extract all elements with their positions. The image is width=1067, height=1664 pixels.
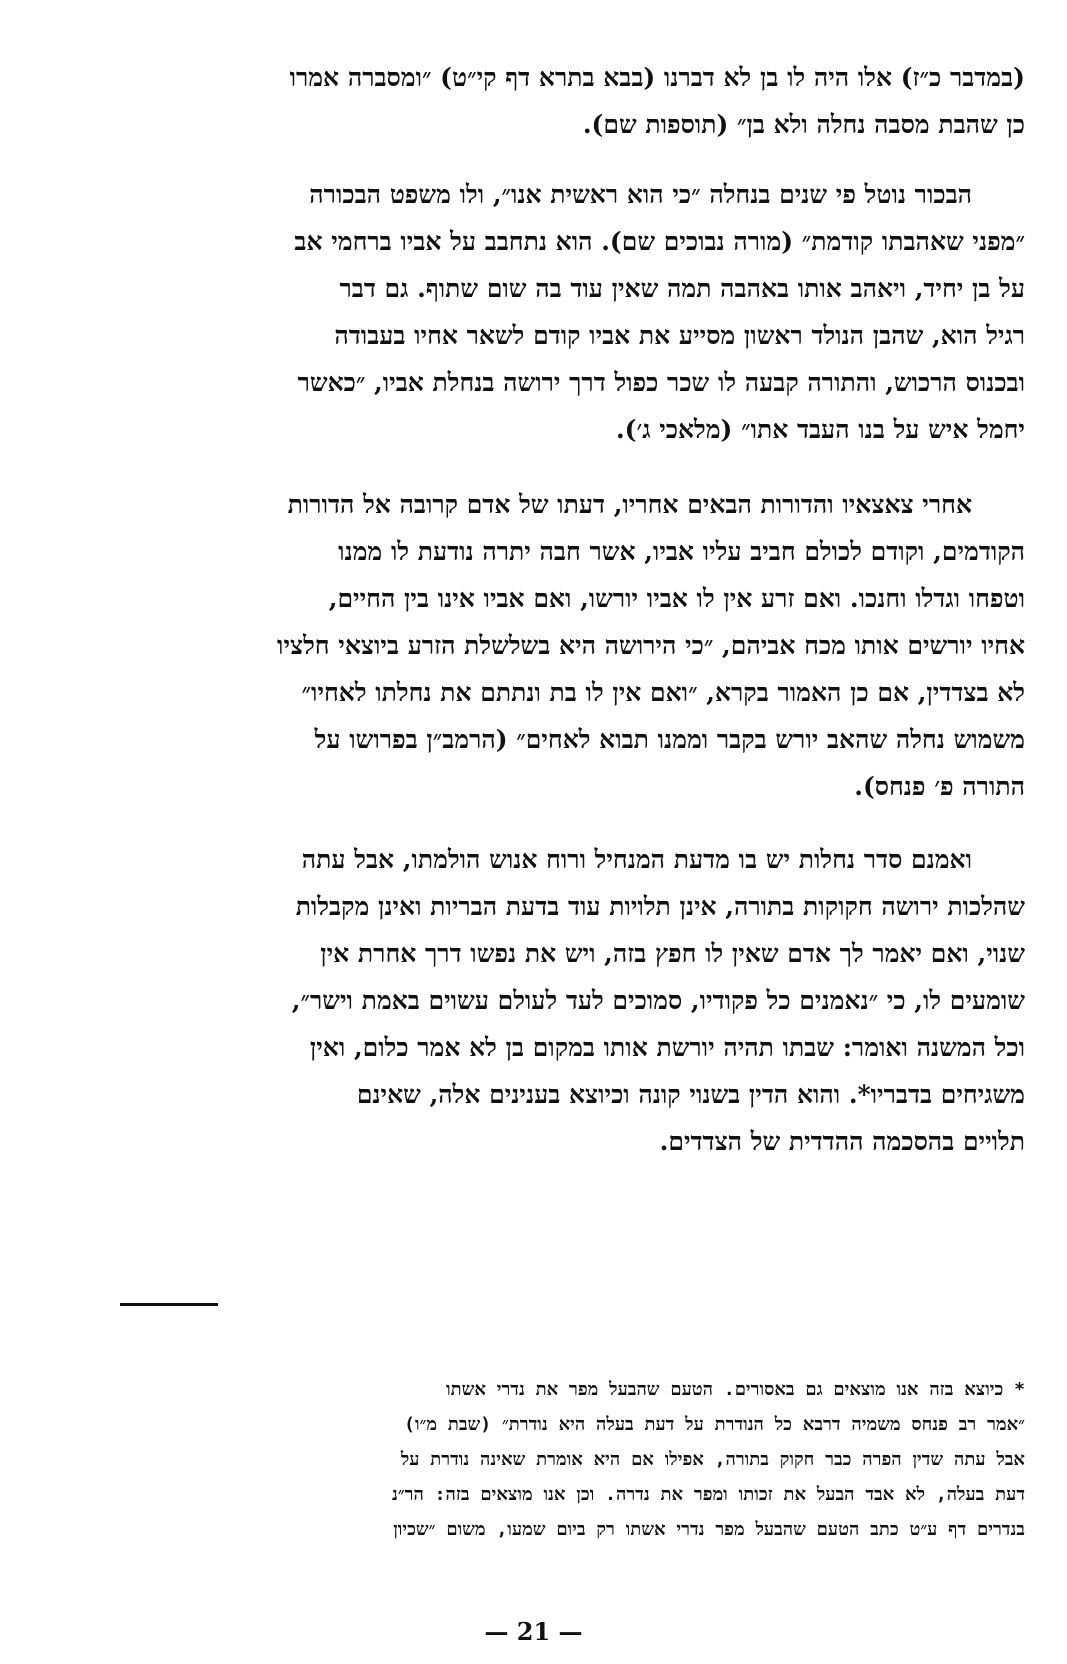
- text-line: ובכנוס הרכוש, והתורה קבעה לו שכר כפול דרך ירושה בנחלת אביו, ״כאשר: [297, 368, 1025, 397]
- text-line: על בן יחיד, ויאהב אותו באהבה תמה שאין עוד בה שום שתוף. גם דבר: [339, 274, 1025, 303]
- text-line: וטפחו וגדלו וחנכו. ואם זרע אין לו אביו יורשו, ואם אביו אינו בין החיים,: [328, 584, 1025, 613]
- text-line: התורה פ׳ פנחס).: [854, 772, 1025, 801]
- text-line: הקודמים, וקודם לכולם חביב עליו אביו, אשר חבה יתרה נודעת לו ממנו: [338, 537, 1025, 566]
- text-line: כן שהבת מסבה נחלה ולא בן״ (תוספות שם).: [582, 110, 1025, 139]
- text-line: משמוש נחלה שהאב יורש בקבר וממנו תבוא לאחים״ (הרמב״ן בפרושו על: [314, 725, 1025, 754]
- text-line: הבכור נוטל פי שנים בנחלה ״כי הוא ראשית אנו״, ולו משפט הבכורה: [309, 180, 972, 209]
- text-line: וכל המשנה ואומר: שבתו תהיה יורשת אותו במקום בן לא אמר כלום, ואין: [309, 1033, 1025, 1062]
- text-line: רגיל הוא, שהבן הנולד ראשון מסייע את אביו קודם לשאר אחיו בעבודה: [334, 321, 1025, 350]
- footnote-line: אבל עתה שדין הפרה כבר חקוק בתורה, אפילו אם היא אומרת שאינה נודרת על: [400, 1449, 1025, 1470]
- text-line: לא בצדדין, אם כן האמור בקרא, ״ואם אין לו בת ונתתם את נחלתו לאחיו״: [301, 678, 1025, 707]
- footnote-line: דעת בעלה, לא אבד הבעל את זכותו ומפר את נדרה. וכן אנו מוצאים בזה: הר״נ: [391, 1484, 1025, 1505]
- text-line: יחמל איש על בנו העבד אתו״ (מלאכי ג׳).: [615, 415, 1025, 444]
- text-line: אחרי צאצאיו והדורות הבאים אחריו, דעתו של אדם קרובה אל הדורות: [287, 490, 972, 519]
- footnote-line: * כיוצא בזה אנו מוצאים גם באסורים. הטעם שהבעל מפר את נדרי אשתו: [446, 1379, 1025, 1400]
- text-line: אחיו יורשים אותו מכח אביהם, ״כי הירושה היא בשלשלת הזרע ביוצאי חלציו: [277, 631, 1025, 660]
- text-line: שנוי, ואם יאמר לך אדם שאין לו חפץ בזה, ויש את נפשו דרך אחרת אין: [320, 939, 1025, 968]
- text-line: (במדבר כ״ז) אלו היה לו בן לא דברנו (בבא בתרא דף קי״ט) ״ומסברה אמרו: [289, 63, 1025, 92]
- text-line: משגיחים בדבריו*. והוא הדין בשנוי קונה וכיוצא בענינים אלה, שאינם: [356, 1080, 1025, 1109]
- text-line: תלויים בהסכמה ההדדית של הצדדים.: [659, 1127, 1025, 1156]
- text-line: שהלכות ירושה חקוקות בתורה, אינן תלויות עוד בדעת הבריות ואינן מקבלות: [295, 892, 1025, 921]
- page-number: — 21 —: [484, 1617, 583, 1646]
- footnote-line: ״אמר רב פנחס משמיה דרבא כל הנודרת על דעת בעלה היא נודרת״ (שבת מ״ו): [404, 1414, 1025, 1435]
- text-line: שומעים לו, כי ״נאמנים כל פקודיו, סמוכים לעד לעולם עשוים באמת וישר״,: [291, 986, 1025, 1015]
- text-line: ואמנם סדר נחלות יש בו מדעת המנחיל ורוח אנוש הולמתו, אבל עתה: [301, 845, 972, 874]
- footnote-line: בנדרים דף ע״ט כתב הטעם שהבעל מפר נדרי אשתו רק ביום שמעו, משום ״שכיון: [393, 1519, 1025, 1540]
- footnote-separator: [120, 1303, 218, 1306]
- text-line: ״מפני שאהבתו קודמת״ (מורה נבוכים שם). הוא נתחבב על אביו ברחמי אב: [294, 227, 1025, 256]
